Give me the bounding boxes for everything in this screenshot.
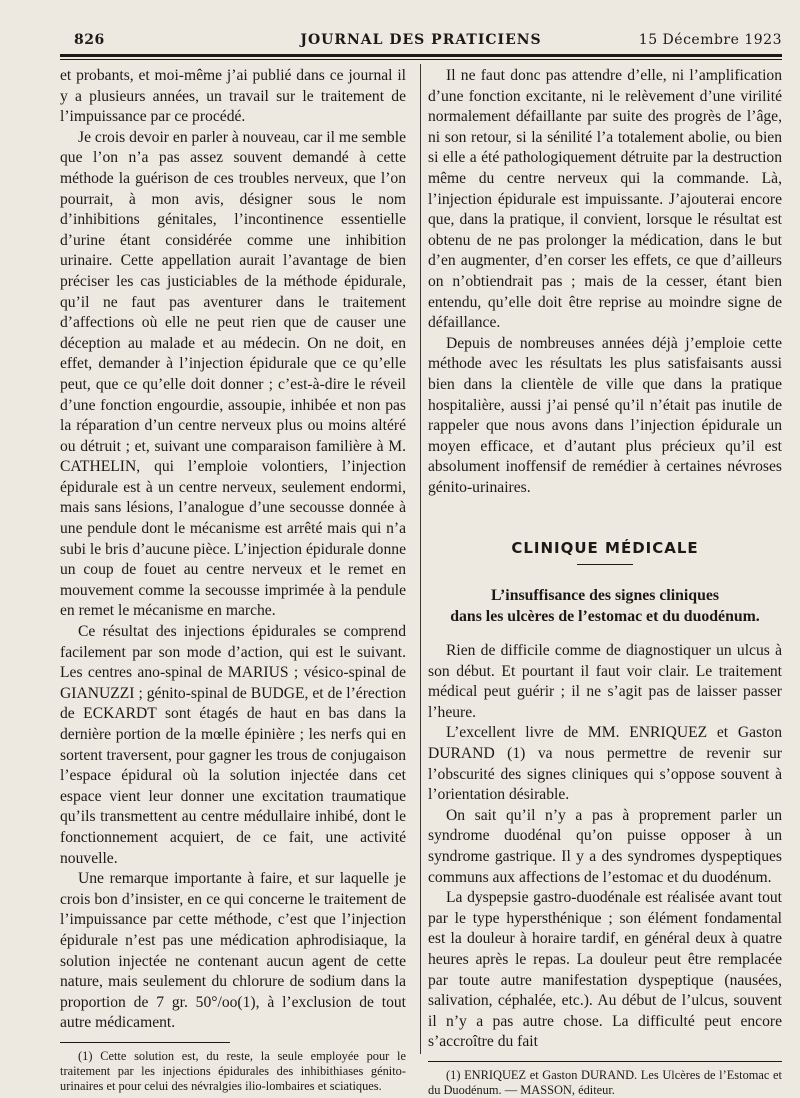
issue-date: 15 Décembre 1923 [638,32,782,48]
right-footnote: (1) ENRIQUEZ et Gaston DURAND. Les Ulcères de l’Estomac et du Duodénum. — MASSON, éditeur. [428,1067,782,1097]
column-divider [420,64,421,1054]
left-paragraph-2: Je crois devoir en parler à nouveau, car il me semble que l’on n’a pas assez souvent demandé à cette méthode la guérison de ces troubles nerveux, que l’on pourrait, à mon avis, désigner sous le nom d’inhibitions génitales, l’incontinence essentielle d’urine étant considérée comme une inhibition urinaire. Cette appellation aurait l’avantage de bien préciser les cas justiciables de la méthode épidurale, qu’il ne faut pas aventurer dans le traitement d’affections où elle ne peut rien que de causer une déception au malade et au médecin. On ne doit, en effet, demander à l’injection épidurale que ce qu’elle peut, que ce qu’elle doit donner ; c’est-à-dire le réveil d’une fonction engourdie, assoupie, inhibée et non pas la réparation d’un centre nerveux plus ou moins altéré ou détruit ; et, suivant une comparaison familière à M. CATHELIN, qui l’emploie volontiers, l’injection épidurale est à un centre nerveux, seulement endormi, mais sans lésions, l’analogue d’une secousse donnée à une pendule dont le mécanisme est arrêté mais qui n’a subi le bris d’aucune pièce. L’injection épidurale donne un coup de fouet au centre nerveux et le remet en mouvement comme la secousse imprimée à la pendule en remet le mécanisme en marche. [60,128,406,620]
left-footnote: (1) Cette solution est, du reste, la seule employée pour le traitement par les injections épidurales des inhibithiases génito-urinaires et pour celui des névralgies ilio-lombaires et sciatiques. [60,1048,406,1093]
page-header [60,30,782,52]
left-column [60,66,406,1094]
page-number: 826 [74,32,105,48]
right-paragraph-2: Depuis de nombreuses années déjà j’emploie cette méthode avec les résultats les plus satisfaisants aussi bien dans la clientèle de ville que dans la pratique hospitalière, aussi j’ai pensé qu’il n’était pas inutile de rappeler que nous avons dans l’injection épidurale un moyen efficace, et d’autant plus précieux qu’il est absolument inoffensif de remédier à certaines névroses génito-urinaires. [428,334,782,496]
left-paragraph-4: Une remarque importante à faire, et sur laquelle je crois bon d’insister, en ce qui concerne le traitement de l’impuissance par cette méthode, c’est que l’injection épidurale n’est pas une médication aphrodisiaque, la solution injectée ne contenant aucun agent de cette nature, mais seulement du chlorure de sodium dans la proportion de 7 gr. 50°/oo(1), à l’exclusion de tout autre médicament. [60,870,406,1032]
article-title [428,585,782,627]
article-paragraph-3: On sait qu’il n’y a pas à proprement parler un syndrome duodénal qu’on puisse opposer à un syndrome gastrique. Il y a des syndromes dyspeptiques communs aux affections de l’estomac et du duodénum. [428,806,782,886]
article-paragraph-4: La dyspepsie gastro-duodénale est réalisée avant tout par le type hypersthénique ; son élément fondamental est la douleur à horaire tardif, en général deux à quatre heures après le repas. La douleur peut être remplacée par toute autre manifestation dyspeptique (nausées, salivation, céphalée, etc.). Au début de l’ulcus, souvent il n’y a pas autre chose. La difficulté peut encore s’accroître du fait [428,889,782,1051]
header-rule-thin [60,59,782,60]
left-paragraph-1: et probants, et moi-même j’ai publié dans ce journal il y a plusieurs années, un travail sur le traitement de l’impuissance par ce procédé. [60,67,406,126]
section-title: CLINIQUE MÉDICALE [511,539,699,558]
article-title-line-1: L’insuffisance des signes cliniques [490,587,720,605]
section-underline [577,564,633,565]
left-footnote-rule [60,1042,230,1043]
journal-title: JOURNAL DES PRATICIENS [300,32,542,48]
article-paragraph-2: L’excellent livre de MM. ENRIQUEZ et Gaston DURAND (1) va nous permettre de revenir sur l’obscurité des signes cliniques qui s’oppose souvent à l’orientation désirable. [428,724,782,804]
right-column [428,66,782,1098]
article-title-line-2: dans les ulcères de l’estomac et du duodénum. [450,608,760,626]
header-rule-thick [60,54,782,57]
right-footnote-rule [428,1061,782,1062]
article-paragraph-1: Rien de difficile comme de diagnostiquer un ulcus à son début. Et pourtant il faut voir clair. Le traitement médical peut guérir ; il ne s’agit pas de laisser passer l’heure. [428,642,782,721]
left-paragraph-3: Ce résultat des injections épidurales se comprend facilement par son mode d’action, qui est le suivant. Les centres ano-spinal de MARIUS ; vésico-spinal de GIANUZZI ; génito-spinal de BUDGE, et de l’érection de ECKARDT sont étagés de haut en bas dans la dernière portion de la mœlle épinière ; les nerfs qui en sortent traversent, pour gagner les trous de conjugaison l’espace épidural où la solution injectée dans cet espace vient leur donner une excitation traumatique qu’ils transmettent au centre médullaire inhibé, dont le fonctionnement acquiert, de ce fait, une activité nouvelle. [60,623,406,867]
right-paragraph-1: Il ne faut donc pas attendre d’elle, ni l’amplification d’une fonction excitante, ni le relèvement d’une virilité normalement défaillante par suite des progrès de l’âge, ni son retour, si la sénilité l’a totalement abolie, ou bien si elle a été pathologiquement détruite par la destruction même du centre nerveux qui la commande. Là, l’injection épidurale est impuissante. J’ajouterai encore que, dans la pratique, il convient, lorsque le résultat est obtenu de ne pas prolonger la médication, dans le but d’en augmenter, d’en corser les effets, ce que d’ailleurs on n’obtiendrait pas ; mais de la cesser, étant bien entendu, qu’elle doit être reprise au moindre signe de défaillance. [428,67,782,332]
